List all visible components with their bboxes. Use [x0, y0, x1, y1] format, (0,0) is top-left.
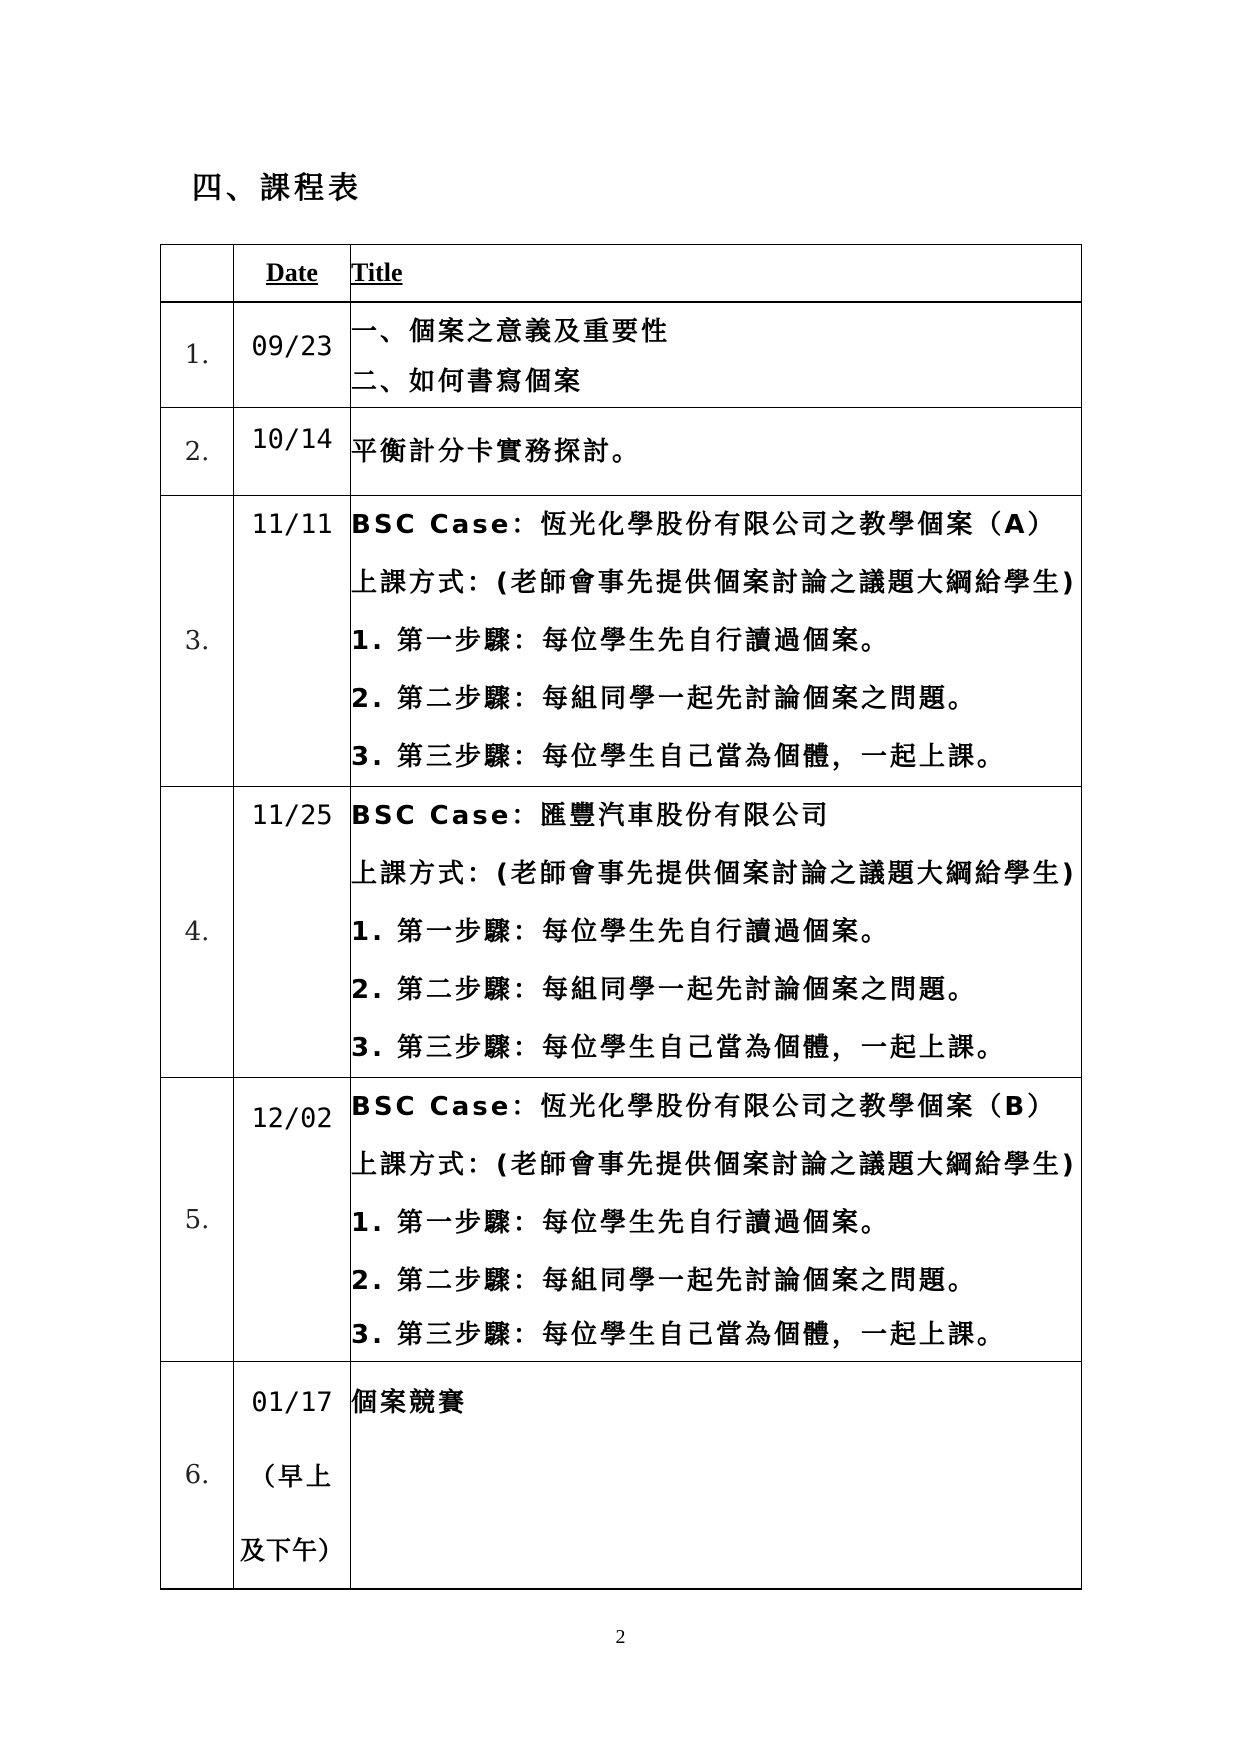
row-title — [351, 1362, 1082, 1590]
row-number: 5. — [161, 1078, 234, 1362]
table-header-row — [161, 245, 1082, 303]
table-row — [161, 408, 1082, 496]
date-line: 12/02 — [251, 1103, 333, 1134]
course-schedule-table — [160, 244, 1082, 1590]
row-date — [234, 302, 351, 408]
row-date — [234, 496, 351, 787]
title-line: 1. 第一步驟：每位學生先自行讀過個案。 — [351, 626, 891, 656]
title-line: 3. 第三步驟：每位學生自己當為個體，一起上課。 — [351, 1033, 1007, 1063]
title-line: 上課方式：(老師會事先提供個案討論之議題大綱給學生) — [351, 568, 1077, 598]
title-line: 上課方式：(老師會事先提供個案討論之議題大綱給學生) — [351, 1150, 1077, 1180]
date-line: 10/14 — [251, 424, 333, 455]
date-line: 01/17 — [251, 1387, 333, 1418]
title-line: 1. 第一步驟：每位學生先自行讀過個案。 — [351, 1208, 891, 1238]
header-date: Date — [234, 245, 351, 303]
date-line: 11/11 — [251, 509, 333, 540]
row-title — [351, 496, 1082, 787]
row-number: 4. — [161, 787, 234, 1078]
row-title — [351, 1078, 1082, 1362]
table-row — [161, 496, 1082, 787]
title-line: 個案競賽 — [351, 1388, 468, 1418]
row-date — [234, 1078, 351, 1362]
title-line: 2. 第二步驟：每組同學一起先討論個案之問題。 — [351, 975, 978, 1005]
title-line: 3. 第三步驟：每位學生自己當為個體，一起上課。 — [351, 742, 1007, 772]
page-number: 2 — [615, 1626, 626, 1648]
section-heading: 四、課程表 — [192, 171, 362, 206]
table-row — [161, 1078, 1082, 1362]
title-line: BSC Case：恆光化學股份有限公司之教學個案（B） — [351, 1092, 1057, 1122]
title-line: 2. 第二步驟：每組同學一起先討論個案之問題。 — [351, 684, 978, 714]
title-line: 一、個案之意義及重要性 — [351, 317, 671, 347]
title-line: BSC Case：恆光化學股份有限公司之教學個案（A） — [351, 510, 1057, 540]
title-line: 二、如何書寫個案 — [351, 367, 584, 397]
row-number: 1. — [161, 302, 234, 408]
header-no — [161, 245, 234, 303]
title-line: 平衡計分卡實務探討。 — [351, 436, 642, 467]
row-title — [351, 302, 1082, 408]
title-line: 上課方式：(老師會事先提供個案討論之議題大綱給學生) — [351, 859, 1077, 889]
row-number: 3. — [161, 496, 234, 787]
date-line: （早上 — [249, 1462, 334, 1491]
table-row — [161, 302, 1082, 408]
title-line: 3. 第三步驟：每位學生自己當為個體，一起上課。 — [351, 1320, 1007, 1350]
row-title — [351, 408, 1082, 496]
header-title: Title — [351, 245, 1082, 303]
date-line: 11/25 — [251, 800, 333, 831]
table-row — [161, 787, 1082, 1078]
row-number: 6. — [161, 1362, 234, 1590]
row-date — [234, 787, 351, 1078]
row-title — [351, 787, 1082, 1078]
title-line: 2. 第二步驟：每組同學一起先討論個案之問題。 — [351, 1266, 978, 1296]
table-row — [161, 1362, 1082, 1590]
date-line: 及下午） — [239, 1536, 344, 1565]
title-line: BSC Case：匯豐汽車股份有限公司 — [351, 801, 831, 831]
row-number: 2. — [161, 408, 234, 496]
date-line: 09/23 — [251, 331, 333, 362]
row-date — [234, 408, 351, 496]
title-line: 1. 第一步驟：每位學生先自行讀過個案。 — [351, 917, 891, 947]
row-date — [234, 1362, 351, 1590]
